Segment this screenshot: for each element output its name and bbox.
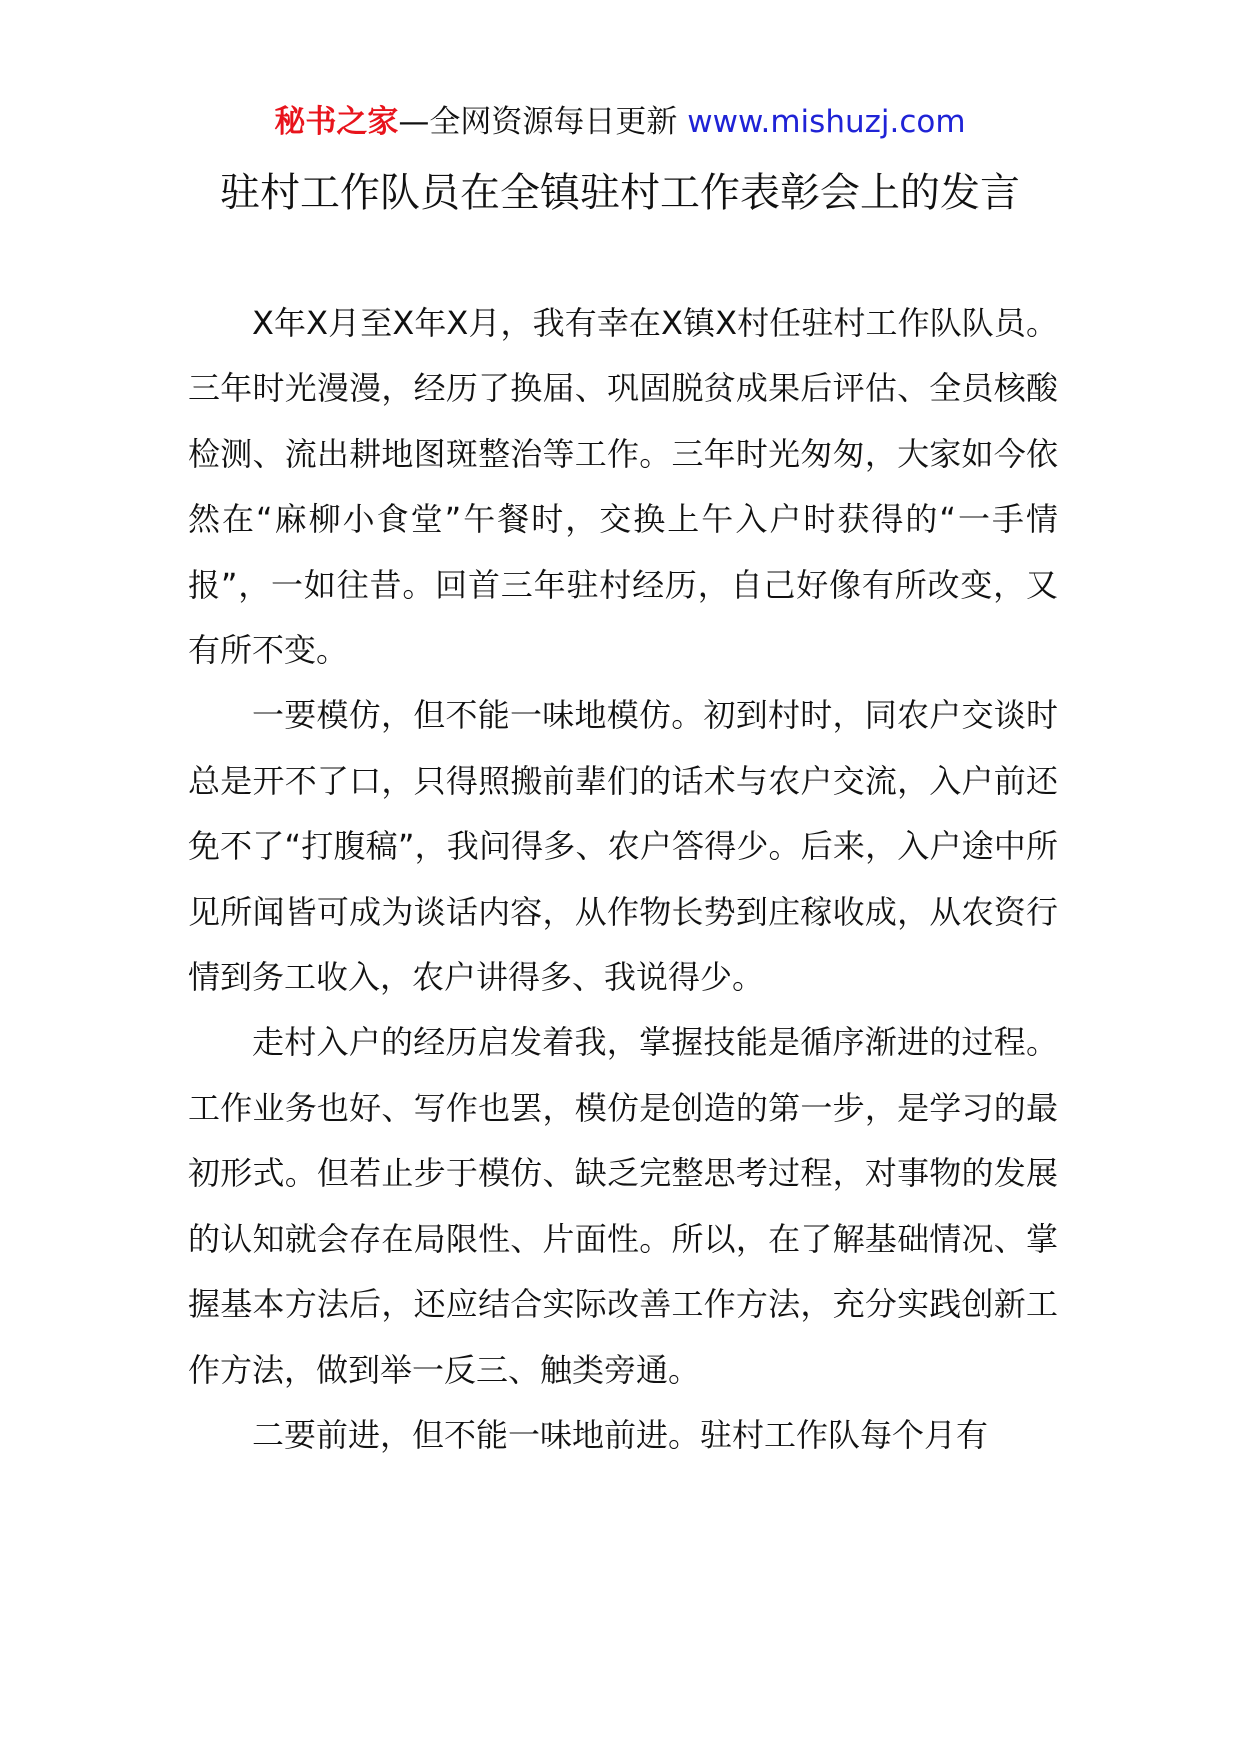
site-url[interactable]: www.mishuzj.com: [687, 104, 966, 140]
site-header: [0, 102, 1240, 142]
paragraph-advance: 二要前进，但不能一味地前进。驻村工作队每个月有: [252, 1415, 989, 1454]
paragraph-reflection: 走村入户的经历启发着我，掌握技能是循序渐进的过程。工作业务也好、写作也罢，模仿是创造的第一步，是学习的最初形式。但若止步于模仿、缺乏完整思考过程，对事物的发展的认知就会存在局限性、片面性。所以，在了解基础情况、掌握基本方法后，还应结合实际改善工作方法，充分实践创新工作方法，做到举一反三、触类旁通。: [188, 1023, 1058, 1389]
document-body: [188, 291, 1058, 1468]
document-title: 驻村工作队员在全镇驻村工作表彰会上的发言: [220, 170, 1020, 216]
paragraph-imitate: 一要模仿，但不能一味地模仿。初到村时，同农户交谈时总是开不了口，只得照搬前辈们的话术与农户交流，入户前还免不了“打腹稿”，我问得多、农户答得少。后来，入户途中所见所闻皆可成为谈话内容，从作物长势到庄稼收成，从农资行情到务工收入，农户讲得多、我说得少。: [188, 696, 1058, 997]
site-brand: 秘书之家: [274, 104, 399, 140]
paragraph-intro: X年X月至X年X月，我有幸在X镇X村任驻村工作队队员。三年时光漫漫，经历了换届、巩固脱贫成果后评估、全员核酸检测、流出耕地图斑整治等工作。三年时光匆匆，大家如今依然在“麻柳小食堂”午餐时，交换上午入户时获得的“一手情报”，一如往昔。回首三年驻村经历，自己好像有所改变，又有所不变。: [188, 304, 1058, 670]
site-tagline: —全网资源每日更新: [398, 104, 688, 140]
